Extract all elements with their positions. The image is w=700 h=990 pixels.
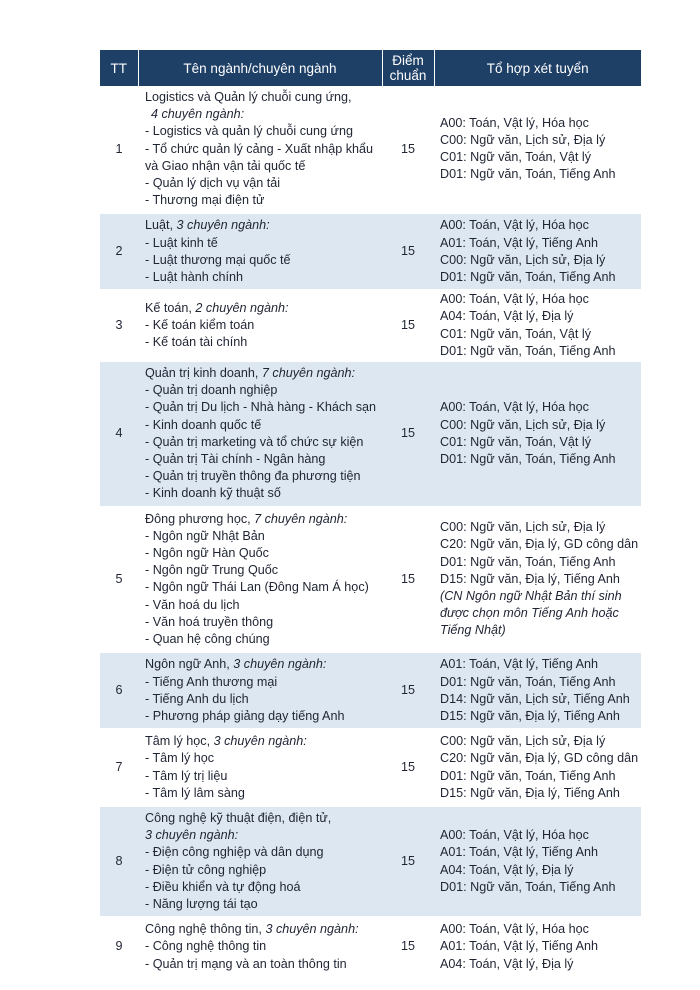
major-cell — [138, 213, 382, 290]
major-title — [145, 300, 382, 317]
specialization-item: - Kinh doanh kỹ thuật số — [145, 486, 281, 501]
specialization-count: 3 chuyên ngành: — [176, 218, 270, 233]
specialization-count: 7 chuyên ngành: — [254, 511, 348, 526]
major-cell — [138, 652, 382, 729]
table-row — [100, 213, 641, 290]
subject-combination: D14: Ngữ văn, Lịch sử, Tiếng Anh — [440, 691, 630, 706]
combinations-cell — [434, 729, 641, 806]
major-name: Công nghệ kỹ thuật điện, điện tử, — [145, 810, 332, 825]
specialization-item: - Văn hoá truyền thông — [145, 614, 274, 629]
subject-combination: D01: Ngữ văn, Toán, Tiếng Anh — [440, 452, 616, 467]
specialization-item: - Kế toán tài chính — [145, 335, 248, 350]
specialization-item: - Tiếng Anh du lịch — [145, 691, 249, 706]
specialization-item: - Tổ chức quản lý cảng - Xuất nhập khẩu — [145, 141, 374, 156]
specialization-item: - Thương mại điện tử — [145, 193, 265, 208]
specialization-item: - Điều khiển và tự động hoá — [145, 879, 301, 894]
specialization-item: - Kế toán kiểm toán — [145, 318, 255, 333]
subject-combination: D01: Ngữ văn, Toán, Tiếng Anh — [440, 270, 616, 285]
combinations-cell — [434, 652, 641, 729]
major-title — [145, 511, 382, 528]
subject-combination: A04: Toán, Vật lý, Địa lý — [440, 862, 574, 877]
specialization-item: - Công nghệ thông tin — [145, 939, 267, 954]
specialization-item: - Luật thương mại quốc tế — [145, 252, 291, 267]
major-title — [145, 733, 382, 750]
benchmark-score: 15 — [382, 290, 434, 361]
specialization-count: 3 chuyên ngành: — [145, 828, 239, 843]
specialization-item: - Ngôn ngữ Thái Lan (Đông Nam Á học) — [145, 580, 369, 595]
major-cell — [138, 507, 382, 653]
major-title — [145, 810, 382, 827]
subject-combination: C20: Ngữ văn, Địa lý, GD công dân — [440, 751, 639, 766]
row-number: 3 — [100, 290, 138, 361]
combinations-cell — [434, 213, 641, 290]
table-row — [100, 917, 641, 977]
specialization-item: - Logistics và quản lý chuỗi cung ứng — [145, 124, 353, 139]
specialization-item: - Điện công nghiệp và dân dụng — [145, 845, 324, 860]
benchmark-score: 15 — [382, 806, 434, 917]
subject-combination: D01: Ngữ văn, Toán, Tiếng Anh — [440, 343, 616, 358]
specialization-count: 3 chuyên ngành: — [213, 734, 307, 749]
subject-combination: C20: Ngữ văn, Địa lý, GD công dân — [440, 537, 639, 552]
row-number: 6 — [100, 652, 138, 729]
specialization-item: - Quản lý dịch vụ vận tải — [145, 176, 281, 191]
combinations-cell — [434, 290, 641, 361]
specialization-item: - Ngôn ngữ Hàn Quốc — [145, 546, 269, 561]
major-cell — [138, 806, 382, 917]
specialization-item: - Quản trị mạng và an toàn thông tin — [145, 956, 347, 971]
specialization-count: 7 chuyên ngành: — [261, 366, 356, 381]
subject-combination: C01: Ngữ văn, Toán, Vật lý — [440, 150, 592, 165]
specialization-count: 4 chuyên ngành: — [151, 107, 245, 122]
combination-note: được chọn môn Tiếng Anh hoặc — [440, 606, 619, 621]
header-tt: TT — [100, 50, 138, 86]
specialization-item: - Tâm lý lâm sàng — [145, 785, 245, 800]
subject-combination: A00: Toán, Vật lý, Hóa học — [440, 922, 589, 937]
combinations-cell — [434, 86, 641, 213]
specialization-item: - Quản trị marketing và tổ chức sự kiện — [145, 434, 364, 449]
specialization-item: - Phương pháp giảng dạy tiếng Anh — [145, 708, 345, 723]
table-row — [100, 652, 641, 729]
specialization-count: 3 chuyên ngành: — [233, 657, 327, 672]
major-cell — [138, 86, 382, 213]
table-header — [100, 50, 641, 86]
header-score: Điểm chuẩn — [382, 50, 434, 86]
admission-table — [100, 50, 641, 978]
major-name: Tâm lý học, — [145, 734, 211, 749]
major-name: Luật, — [145, 218, 174, 233]
subject-combination: D15: Ngữ văn, Địa lý, Tiếng Anh — [440, 708, 620, 723]
major-cell — [138, 361, 382, 507]
benchmark-score: 15 — [382, 729, 434, 806]
benchmark-score: 15 — [382, 917, 434, 977]
specialization-item: - Luật kinh tế — [145, 235, 218, 250]
subject-combination: C01: Ngữ văn, Toán, Vật lý — [440, 434, 592, 449]
specialization-item: - Tiếng Anh thương mại — [145, 674, 278, 689]
subject-combination: D15: Ngữ văn, Địa lý, Tiếng Anh — [440, 571, 620, 586]
table-row — [100, 86, 641, 213]
specialization-item: - Quản trị Du lịch - Nhà hàng - Khách sạn — [145, 400, 376, 415]
major-name: Công nghệ thông tin, — [145, 922, 262, 937]
specialization-item: - Kinh doanh quốc tế — [145, 417, 262, 432]
major-title — [145, 656, 382, 673]
subject-combination: D01: Ngữ văn, Toán, Tiếng Anh — [440, 167, 616, 182]
subject-combination: A00: Toán, Vật lý, Hóa học — [440, 400, 589, 415]
benchmark-score: 15 — [382, 361, 434, 507]
combinations-cell — [434, 507, 641, 653]
subject-combination: A00: Toán, Vật lý, Hóa học — [440, 115, 589, 130]
subject-combination: D01: Ngữ văn, Toán, Tiếng Anh — [440, 554, 616, 569]
subject-combination: A01: Toán, Vật lý, Tiếng Anh — [440, 845, 598, 860]
specialization-item: - Ngôn ngữ Trung Quốc — [145, 563, 279, 578]
specialization-item: - Quản trị truyền thông đa phương tiện — [145, 469, 361, 484]
major-name: Quản trị kinh doanh, — [145, 366, 259, 381]
specialization-item: - Năng lượng tái tạo — [145, 896, 258, 911]
subject-combination: A04: Toán, Vật lý, Địa lý — [440, 956, 574, 971]
table-row — [100, 290, 641, 361]
subject-combination: C00: Ngữ văn, Lịch sử, Địa lý — [440, 417, 606, 432]
subject-combination: C00: Ngữ văn, Lịch sử, Địa lý — [440, 520, 606, 535]
subject-combination: A04: Toán, Vật lý, Địa lý — [440, 309, 574, 324]
major-name: Đông phương học, — [145, 511, 251, 526]
benchmark-score: 15 — [382, 213, 434, 290]
combinations-cell — [434, 361, 641, 507]
benchmark-score: 15 — [382, 86, 434, 213]
table-row — [100, 361, 641, 507]
row-number: 2 — [100, 213, 138, 290]
major-title — [145, 921, 382, 938]
subject-combination: C00: Ngữ văn, Lịch sử, Địa lý — [440, 133, 606, 147]
specialization-item: - Quan hệ công chúng — [145, 632, 270, 647]
combination-note: (CN Ngôn ngữ Nhật Bản thí sinh — [440, 589, 622, 604]
specialization-item: - Văn hoá du lịch — [145, 597, 240, 612]
major-cell — [138, 290, 382, 361]
admission-table-container — [100, 50, 641, 978]
subject-combination: D01: Ngữ văn, Toán, Tiếng Anh — [440, 674, 616, 689]
specialization-item: - Luật hành chính — [145, 270, 244, 285]
major-title — [145, 217, 382, 234]
subject-combination: D15: Ngữ văn, Địa lý, Tiếng Anh — [440, 785, 620, 800]
subject-combination: C01: Ngữ văn, Toán, Vật lý — [440, 326, 592, 341]
major-name: Logistics và Quản lý chuỗi cung ứng, — [145, 90, 352, 104]
subject-combination: C00: Ngữ văn, Lịch sử, Địa lý — [440, 252, 606, 267]
specialization-count-line — [145, 827, 382, 844]
subject-combination: A00: Toán, Vật lý, Hóa học — [440, 218, 589, 233]
row-number: 7 — [100, 729, 138, 806]
specialization-item: và Giao nhận vận tải quốc tế — [145, 158, 306, 173]
specialization-item: - Quản trị doanh nghiệp — [145, 383, 278, 398]
benchmark-score: 15 — [382, 507, 434, 653]
specialization-item: - Tâm lý học — [145, 751, 215, 766]
row-number: 9 — [100, 917, 138, 977]
major-cell — [138, 729, 382, 806]
header-combinations: Tổ hợp xét tuyển — [434, 50, 641, 86]
subject-combination: A01: Toán, Vật lý, Tiếng Anh — [440, 657, 598, 672]
subject-combination: C00: Ngữ văn, Lịch sử, Địa lý — [440, 734, 606, 749]
major-cell — [138, 917, 382, 977]
specialization-item: - Điện tử công nghiệp — [145, 862, 267, 877]
specialization-count: 2 chuyên ngành: — [195, 300, 289, 315]
combination-note: Tiếng Nhật) — [440, 623, 506, 638]
table-row — [100, 507, 641, 653]
header-major-name: Tên ngành/chuyên ngành — [138, 50, 382, 86]
table-row — [100, 729, 641, 806]
specialization-item: - Quản trị Tài chính - Ngân hàng — [145, 452, 326, 467]
subject-combination: A00: Toán, Vật lý, Hóa học — [440, 828, 589, 843]
subject-combination: D01: Ngữ văn, Toán, Tiếng Anh — [440, 879, 616, 894]
combinations-cell — [434, 917, 641, 977]
combinations-cell — [434, 806, 641, 917]
row-number: 4 — [100, 361, 138, 507]
table-row — [100, 806, 641, 917]
specialization-item: - Ngôn ngữ Nhật Bản — [145, 528, 265, 543]
specialization-count-line — [145, 106, 382, 123]
major-title — [145, 89, 382, 106]
row-number: 8 — [100, 806, 138, 917]
table-body — [100, 86, 641, 977]
specialization-count: 3 chuyên ngành: — [265, 922, 359, 937]
subject-combination: A00: Toán, Vật lý, Hóa học — [440, 292, 589, 307]
row-number: 5 — [100, 507, 138, 653]
major-name: Kế toán, — [145, 300, 192, 315]
major-title — [145, 365, 382, 382]
benchmark-score: 15 — [382, 652, 434, 729]
specialization-item: - Tâm lý trị liệu — [145, 768, 228, 783]
major-name: Ngôn ngữ Anh, — [145, 657, 230, 672]
row-number: 1 — [100, 86, 138, 213]
subject-combination: D01: Ngữ văn, Toán, Tiếng Anh — [440, 768, 616, 783]
subject-combination: A01: Toán, Vật lý, Tiếng Anh — [440, 235, 598, 250]
subject-combination: A01: Toán, Vật lý, Tiếng Anh — [440, 939, 598, 954]
